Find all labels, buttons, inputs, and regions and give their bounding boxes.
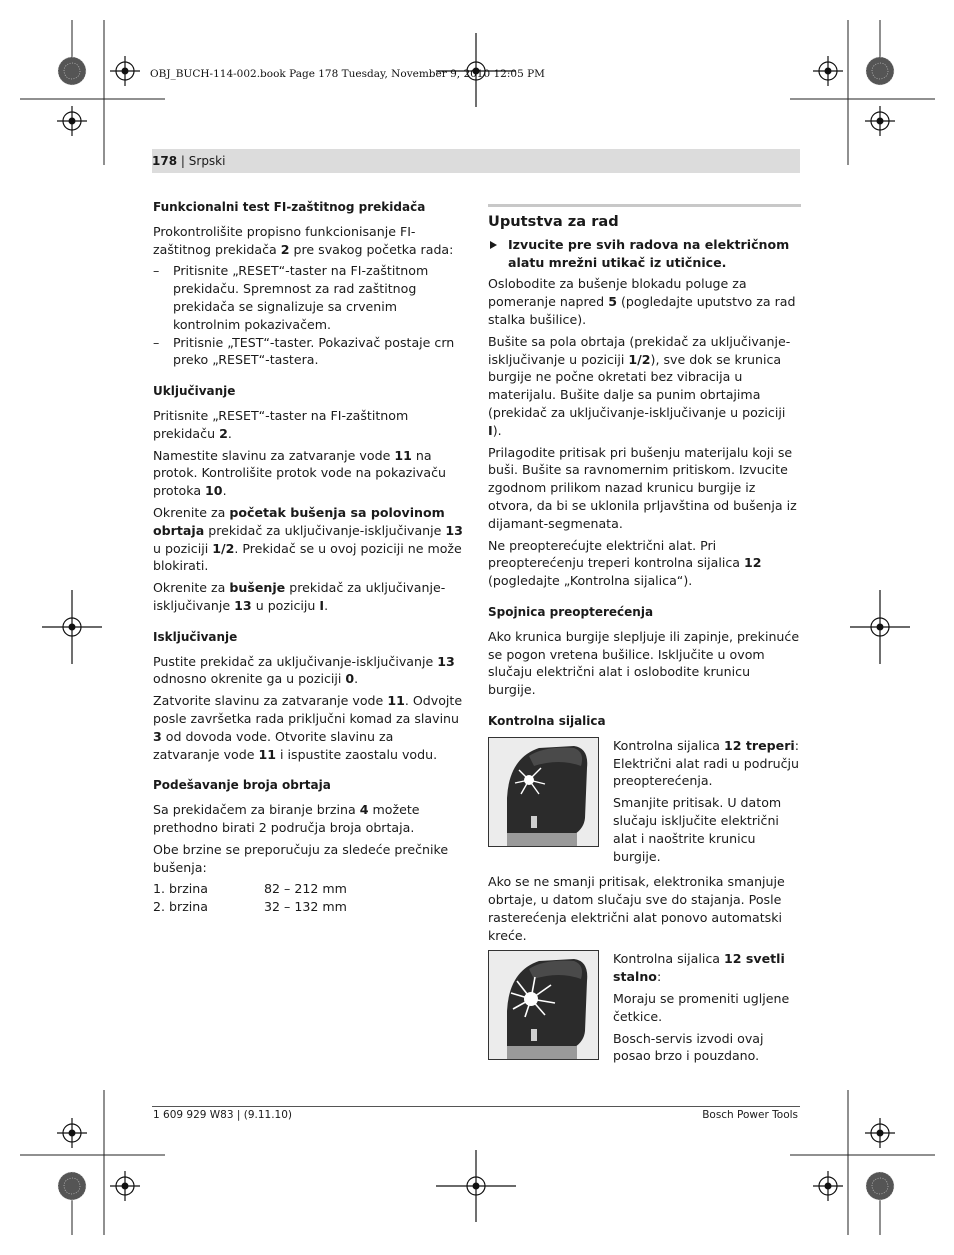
switch-on-heading: Uključivanje	[153, 384, 236, 399]
overload-heading: Spojnica preopterećenja	[488, 604, 654, 619]
lamp-steady-text: Kontrolna sijalica 12 svetli stalno: Moraju se promeniti ugljene četkice. Bosch-servis izvodi ovaj posao brzo i pouzdano.	[613, 951, 790, 1064]
print-slug: OBJ_BUCH-114-002.book Page 178 Tuesday, November 9, 2010 12:05 PM	[150, 68, 545, 80]
work-p3: Prilagodite pritisak pri bušenju materijalu koji se buši. Bušite sa ravnomernim pritiskom. Izvucite zgodnom prilikom nazad krunicu burgije iz otvora, da bi se uklonila prljavština od bušenja iz dijamant-segmenata.	[488, 444, 797, 531]
lamp-steady-block	[488, 950, 801, 1069]
lamp-heading: Kontrolna sijalica	[488, 713, 606, 728]
footer-doc-number: 1 609 929 W83 | (9.11.10)	[153, 1109, 293, 1121]
footer-brand: Bosch Power Tools	[702, 1109, 798, 1121]
tool-lamp-flashing-image	[488, 737, 599, 847]
speed-range: 82 – 212 mm	[264, 881, 347, 897]
fi-intro: Prokontrolišite propisno funkcionisanje FI-zaštitnog prekidača 2 pre svakog početka rada:	[153, 223, 454, 257]
speed-heading: Podešavanje broja obrtaja	[153, 778, 331, 793]
switch-off-p2: Zatvorite slavinu za zatvaranje vode 11. Odvojte posle završetka rada priključni komad za slavinu 3 od dovoda vode. Otvorite slavinu za zatvaranje vode 11 i ispustite zaostalu vodu.	[153, 693, 463, 762]
page-header-bar	[152, 149, 800, 173]
switch-on-p3: Okrenite za početak bušenja sa polovinom obrtaja prekidač za uključivanje-isključivanje 13 u poziciji 1/2. Prekidač se u ovoj poziciji ne može blokirati.	[153, 504, 463, 574]
switch-off-p1: Pustite prekidač za uključivanje-isključivanje 13 odnosno okrenite ga u poziciji 0.	[153, 653, 455, 687]
warning-bullet: Izvucite pre svih radova na električnom alatu mrežni utikač iz utičnice.	[488, 236, 801, 272]
switch-on-p1: Pritisnite „RESET“-taster na FI-zaštitnom prekidaču 2.	[153, 407, 409, 441]
speed-range: 32 – 132 mm	[264, 899, 347, 915]
lamp-flashing-text: Kontrolna sijalica 12 treperi: Električni alat radi u području preopterećenja. Smanjite pritisak. U datom slučaju isključite električni alat i naoštrite krunicu burgije.	[613, 737, 800, 864]
tool-lamp-steady-image	[488, 950, 599, 1060]
lamp-flashing-block	[488, 737, 801, 870]
speed-p1: Sa prekidačem za biranje brzina 4 možete prethodno birati 2 područja broja obrtaja.	[153, 802, 420, 835]
header-language: Srpski	[188, 154, 226, 168]
overload-text: Ako krunica burgije slepljuje ili zapinje, prekinuće se pogon vretena bušilice. Isključite u ovom slučaju električni alat i oslobodite krunicu burgije.	[488, 628, 800, 698]
work-p2: Bušite sa pola obrtaja (prekidač za uključivanje-isključivanje u poziciji 1/2), sve dok se krunica burgije ne počne okretati bez vibracija u materijalu. Bušite dalje sa punim obrtajima (prekidač za uključivanje-isključivanje u poziciji I).	[488, 333, 791, 438]
switch-on-p2: Namestite slavinu za zatvaranje vode 11 na protok. Kontrolišite protok vode na pokazivaču protoka 10.	[153, 447, 446, 499]
section-title: Uputstva za rad	[488, 213, 619, 230]
speed-p2: Obe brzine se preporučuju za sledeće prečnike bušenja:	[153, 841, 449, 875]
footer-rule	[152, 1106, 800, 1107]
speed-label: 1. brzina	[153, 881, 208, 897]
page-number: 178	[152, 154, 178, 168]
section-rule	[488, 204, 801, 207]
work-p4: Ne preopterećujte električni alat. Pri preopterećenju treperi kontrolna sijalica 12 (pogledajte „Kontrolna sijalica“).	[488, 537, 762, 589]
right-column	[488, 204, 801, 1073]
fi-step-1: – Pritisnite „RESET“-taster na FI-zaštitnom prekidaču. Spremnost za rad zaštitnog prekidača se signalizuje sa crvenim kontrolnim pokazivačem.	[153, 263, 429, 332]
switch-off-heading: Isključivanje	[153, 629, 238, 644]
fi-test-heading: Funkcionalni test FI-zaštitnog prekidača	[153, 200, 426, 214]
fi-step-2: – Pritisnie „TEST“-taster. Pokazivač postaje crn preko „RESET“-tastera.	[153, 334, 455, 368]
header-separator: |	[180, 154, 185, 168]
triangle-bullet-icon	[490, 241, 497, 249]
speed-row	[153, 880, 463, 898]
speed-table	[153, 880, 463, 916]
speed-label: 2. brzina	[153, 899, 208, 915]
speed-row	[153, 898, 463, 916]
lamp-flashing-after: Ako se ne smanji pritisak, elektronika smanjuje obrtaje, u datom slučaju sve do stajanja. Posle rasterećenja električni alat ponovo automatski kreće.	[488, 874, 785, 943]
work-p1: Oslobodite za bušenje blokadu poluge za pomeranje napred 5 (pogledajte uputstvo za rad stalka bušilice).	[488, 276, 796, 327]
left-column	[153, 199, 463, 916]
switch-on-p4: Okrenite za bušenje prekidač za uključivanje-isključivanje 13 u poziciju I.	[153, 580, 446, 613]
